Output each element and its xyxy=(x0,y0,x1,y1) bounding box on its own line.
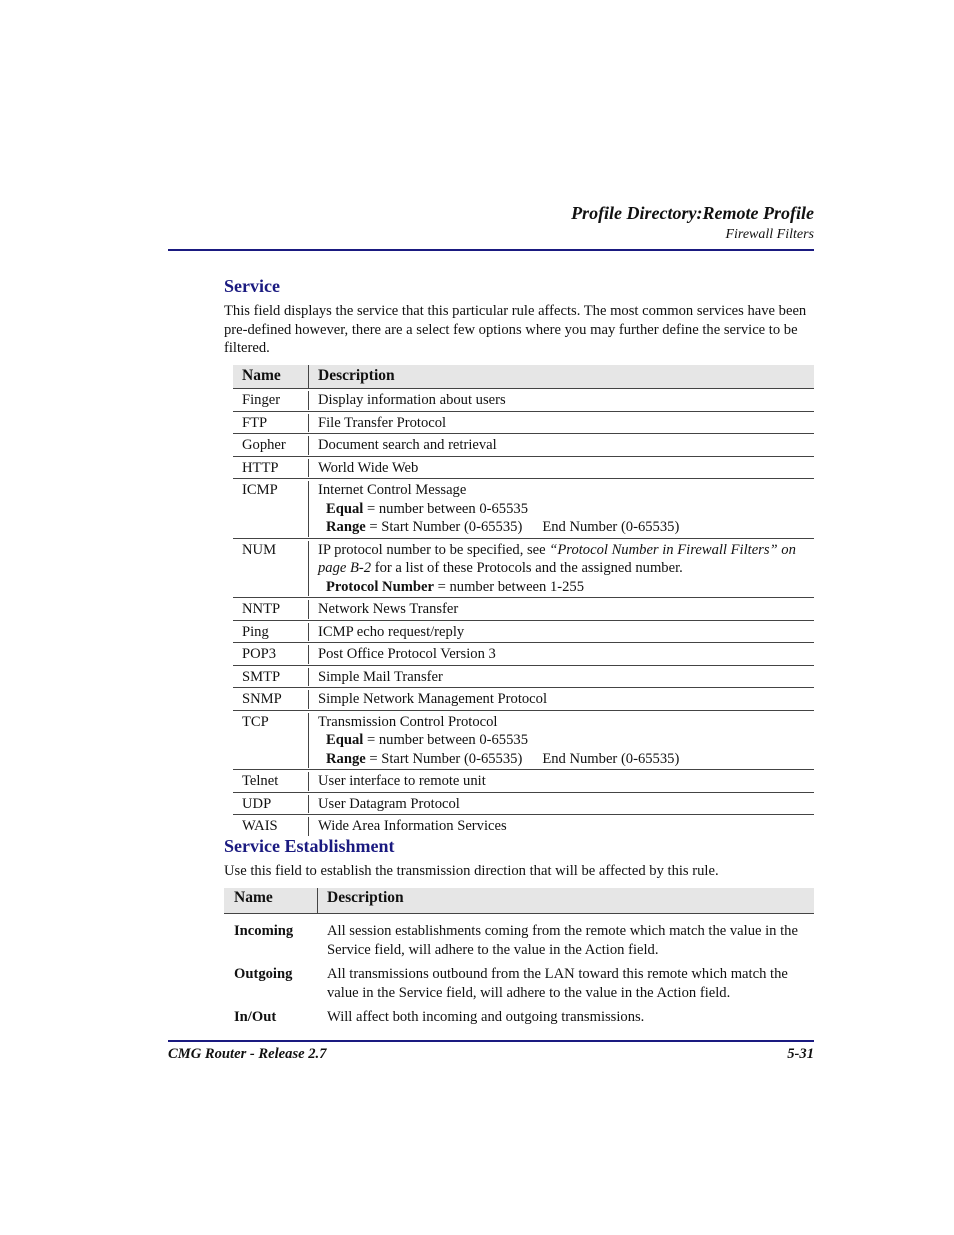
column-header-name: Name xyxy=(224,888,318,913)
page-header-subtitle: Firewall Filters xyxy=(725,227,814,242)
service-establishment-heading: Service Establishment xyxy=(224,836,395,856)
row-name: SMTP xyxy=(233,668,309,687)
column-header-name: Name xyxy=(233,365,309,388)
establishment-table-header xyxy=(224,888,814,914)
row-name: NUM xyxy=(233,541,309,597)
range-label: Range xyxy=(326,750,366,767)
table-row xyxy=(233,688,814,711)
row-description xyxy=(309,541,814,597)
range-label: Range xyxy=(326,519,366,535)
range-text: = Start Number (0-65535) xyxy=(365,519,523,535)
row-description: User Datagram Protocol xyxy=(318,795,460,812)
range-text: = Start Number (0-65535) xyxy=(365,750,523,767)
service-table xyxy=(233,365,814,837)
row-name: Incoming xyxy=(234,923,294,939)
header-divider xyxy=(168,249,814,251)
row-description: All session establishments coming from the remote which match the value in the Service field, will adhere to the value in the Action field. xyxy=(327,923,798,958)
table-row xyxy=(233,621,814,644)
row-name: Finger xyxy=(233,391,309,410)
row-description: Simple Mail Transfer xyxy=(318,668,443,685)
table-row xyxy=(224,1008,814,1027)
desc-text: for a list of these Protocols and the assigned number. xyxy=(371,560,683,576)
row-description: User interface to remote unit xyxy=(318,773,486,789)
table-row xyxy=(233,434,814,457)
equal-text: = number between 0-65535 xyxy=(363,500,528,517)
page-number: 5-31 xyxy=(787,1046,814,1062)
range-end-text: End Number (0-65535) xyxy=(542,750,680,767)
range-end-text: End Number (0-65535) xyxy=(542,519,680,535)
table-row xyxy=(233,643,814,666)
table-row xyxy=(233,770,814,793)
row-name: WAIS xyxy=(233,817,309,836)
equal-line xyxy=(318,500,814,519)
table-row xyxy=(233,711,814,771)
row-name: Telnet xyxy=(233,772,309,791)
row-name: POP3 xyxy=(233,645,309,664)
table-row xyxy=(233,815,814,837)
row-description: Wide Area Information Services xyxy=(318,818,507,834)
row-description: File Transfer Protocol xyxy=(318,414,447,431)
row-name: In/Out xyxy=(234,1009,277,1025)
row-description-main: Transmission Control Protocol xyxy=(318,713,498,730)
row-description: Will affect both incoming and outgoing transmissions. xyxy=(327,1009,645,1025)
page-header-title: Profile Directory:Remote Profile xyxy=(571,203,814,223)
row-name: HTTP xyxy=(233,459,309,478)
cross-reference-link[interactable]: “Protocol Number in Firewall Filters” on page B-2 xyxy=(318,541,796,576)
column-header-description: Description xyxy=(318,367,395,384)
row-description-main: Internet Control Message xyxy=(318,482,467,498)
service-table-header xyxy=(233,365,814,389)
row-name: Ping xyxy=(233,623,309,642)
protocol-number-text: = number between 1-255 xyxy=(433,578,585,595)
table-row xyxy=(224,922,814,959)
table-row xyxy=(233,666,814,689)
service-establishment-table xyxy=(224,888,814,1027)
row-name: Gopher xyxy=(233,436,309,455)
row-name: SNMP xyxy=(233,690,309,709)
row-description: Post Office Protocol Version 3 xyxy=(318,646,496,662)
protocol-number-label: Protocol Number xyxy=(326,578,434,595)
table-row xyxy=(233,539,814,599)
service-intro: This field displays the service that this particular rule affects. The most common services have been pre-defined however, there are a select few options where you may further define the service to be filtered. xyxy=(224,303,807,356)
table-row xyxy=(233,389,814,412)
row-name: Outgoing xyxy=(234,966,293,982)
row-description xyxy=(309,713,814,769)
row-name: NNTP xyxy=(233,600,309,619)
footer-divider xyxy=(168,1040,814,1042)
row-name: ICMP xyxy=(233,481,309,537)
service-heading: Service xyxy=(224,276,280,296)
footer-product: CMG Router - Release 2.7 xyxy=(168,1046,327,1062)
row-description: Document search and retrieval xyxy=(318,437,497,453)
equal-line xyxy=(318,731,814,750)
row-description xyxy=(309,481,814,537)
equal-text: = number between 0-65535 xyxy=(363,732,528,748)
table-row xyxy=(233,479,814,539)
table-row xyxy=(233,457,814,480)
row-description: All transmissions outbound from the LAN toward this remote which match the value in the Service field, will adhere to the value in the Action field. xyxy=(327,966,788,1001)
row-description-main xyxy=(318,541,814,578)
equal-label: Equal xyxy=(326,732,364,748)
row-description: World Wide Web xyxy=(318,459,419,476)
table-row xyxy=(233,793,814,816)
desc-text: IP protocol number to be specified, see xyxy=(318,541,550,558)
range-line xyxy=(318,518,814,537)
column-header-description: Description xyxy=(327,889,404,906)
table-row xyxy=(224,965,814,1002)
table-row xyxy=(233,412,814,435)
service-establishment-intro: Use this field to establish the transmission direction that will be affected by this rule. xyxy=(224,863,719,879)
row-name: TCP xyxy=(233,713,309,769)
row-description: Network News Transfer xyxy=(318,601,459,617)
range-line xyxy=(318,750,814,769)
row-name: FTP xyxy=(233,414,309,433)
row-description: Display information about users xyxy=(318,392,506,408)
row-description: ICMP echo request/reply xyxy=(318,623,465,640)
table-row xyxy=(233,598,814,621)
protocol-number-line xyxy=(318,578,814,597)
equal-label: Equal xyxy=(326,500,364,517)
row-description: Simple Network Management Protocol xyxy=(318,691,547,707)
row-name: UDP xyxy=(233,795,309,814)
